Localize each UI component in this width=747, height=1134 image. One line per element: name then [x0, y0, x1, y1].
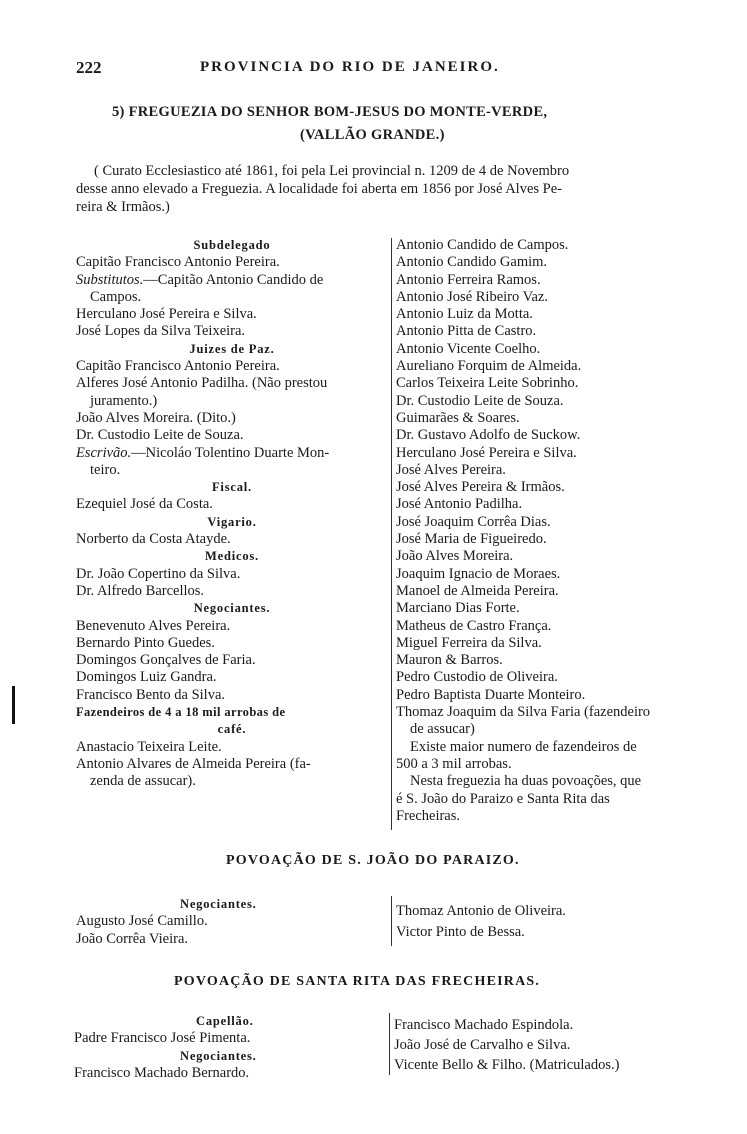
subdelegado-heading: Subdelegado: [193, 238, 271, 252]
negociante-name: Domingos Gonçalves de Faria.: [76, 652, 256, 669]
povoacao-paraizo-title: POVOAÇÃO DE S. JOÃO DO PARAIZO.: [226, 853, 520, 868]
right-name: José Alves Pereira.: [396, 461, 506, 478]
fiscal-heading: Fiscal.: [212, 480, 252, 495]
right-name: José Alves Pereira & Irmãos.: [396, 479, 565, 496]
substituto-name: Herculano José Pereira e Silva.: [76, 306, 257, 323]
left-column: [76, 237, 388, 791]
intro-paragraph: [76, 162, 704, 216]
right-name: Antonio Candido de Campos.: [396, 237, 569, 253]
right-name: Aureliano Forquim de Almeida.: [396, 358, 582, 375]
subdelegado-name: Capitão Francisco Antonio Pereira.: [76, 254, 280, 271]
note-line: Nesta freguezia ha duas povoações, que: [410, 773, 642, 790]
right-name: Antonio José Ribeiro Vaz.: [396, 288, 548, 305]
juizes-heading: Juizes de Paz.: [189, 341, 275, 356]
page-number: 222: [76, 58, 102, 77]
substitutos-text: —Capitão Antonio Candido de: [143, 271, 324, 288]
right-name: Matheus de Castro França.: [396, 617, 552, 634]
negociante-name: Francisco Bento da Silva.: [76, 686, 226, 703]
medico-name: Dr. Alfredo Barcellos.: [76, 582, 205, 599]
paraizo-negociantes-heading: Negociantes.: [180, 897, 257, 911]
scan-mark: [12, 686, 15, 724]
column-divider: [389, 1013, 390, 1075]
substitutos-cont: Campos.: [90, 288, 142, 305]
note-line-cont: é S. João do Paraizo e Santa Rita das: [396, 790, 610, 807]
right-name: Joaquim Ignacio de Moraes.: [396, 565, 561, 582]
note-line: Existe maior numero de fazendeiros de: [410, 738, 637, 755]
right-name: Marciano Dias Forte.: [396, 600, 520, 617]
fazendeiros-heading-cont: café.: [217, 722, 247, 737]
paraizo-negociante: Augusto José Camillo.: [76, 913, 208, 930]
right-name: Miguel Ferreira da Silva.: [396, 634, 542, 651]
thomaz-line-cont: de assucar): [410, 721, 475, 738]
right-name: Antonio Ferreira Ramos.: [396, 271, 541, 288]
capellao-name: Padre Francisco José Pimenta.: [74, 1030, 251, 1047]
intro-line: desse anno elevado a Freguezia. A localidade foi aberta em 1856 por José Alves Pe-: [76, 181, 562, 197]
negociante-name: Domingos Luiz Gandra.: [76, 669, 217, 686]
negociante-name: Benevenuto Alves Pereira.: [76, 617, 231, 634]
santa-rita-right: [394, 1015, 712, 1075]
right-name: Manoel de Almeida Pereira.: [396, 582, 559, 599]
fazendeiro-name: Anastacio Teixeira Leite.: [76, 738, 222, 755]
right-column: [396, 237, 712, 825]
right-name: Carlos Teixeira Leite Sobrinho.: [396, 375, 579, 392]
right-name: Pedro Custodio de Oliveira.: [396, 669, 558, 686]
vigario-heading: Vigario.: [207, 514, 257, 529]
right-name: João Alves Moreira.: [396, 548, 514, 565]
capellao-heading: Capellão.: [196, 1014, 254, 1028]
santa-rita-left: [74, 1013, 386, 1082]
intro-line: reira & Irmãos.): [76, 199, 170, 215]
fazendeiro-name: Antonio Alvares de Almeida Pereira (fa-: [76, 755, 311, 772]
paraizo-negociante: João Corrêa Vieira.: [76, 930, 188, 947]
right-name: Antonio Candido Gamim.: [396, 254, 548, 271]
negociante-name: Bernardo Pinto Guedes.: [76, 634, 215, 651]
note-line-cont: Frecheiras.: [396, 807, 461, 824]
escrivao-line: [76, 445, 388, 462]
intro-line: ( Curato Ecclesiastico até 1861, foi pela Lei provincial n. 1209 de 4 de Novembro: [94, 163, 570, 179]
column-divider: [391, 896, 392, 946]
right-name: Pedro Baptista Duarte Monteiro.: [396, 686, 586, 703]
escrivao-cont: teiro.: [90, 461, 121, 478]
section-title: 5) FREGUEZIA DO SENHOR BOM-JESUS DO MONTE-VERDE,: [112, 104, 548, 120]
santa-rita-negociante: Francisco Machado Espindola.: [394, 1017, 574, 1033]
fazendeiros-heading: Fazendeiros de 4 a 18 mil arrobas de: [76, 705, 286, 720]
santa-rita-negociante: Francisco Machado Bernardo.: [74, 1064, 250, 1081]
right-name: Dr. Gustavo Adolfo de Suckow.: [396, 427, 581, 444]
juiz-name: João Alves Moreira. (Dito.): [76, 409, 236, 426]
povoacao-santa-rita-title: POVOAÇÃO DE SANTA RITA DAS FRECHEIRAS.: [174, 974, 541, 989]
right-name: Guimarães & Soares.: [396, 409, 520, 426]
substituto-name: José Lopes da Silva Teixeira.: [76, 323, 246, 340]
santa-rita-negociantes-heading: Negociantes.: [180, 1048, 257, 1063]
negociantes-heading: Negociantes.: [193, 601, 271, 616]
column-divider: [391, 238, 392, 830]
juiz-name-cont: juramento.): [90, 392, 158, 409]
right-name: Antonio Vicente Coelho.: [396, 340, 541, 357]
medicos-heading: Medicos.: [205, 549, 259, 564]
fiscal-name: Ezequiel José da Costa.: [76, 496, 213, 513]
right-name: Antonio Pitta de Castro.: [396, 323, 537, 340]
right-name: Antonio Luiz da Motta.: [396, 306, 533, 323]
right-name: José Joaquim Corrêa Dias.: [396, 513, 551, 530]
paraizo-left: [76, 896, 388, 948]
vigario-name: Norberto da Costa Atayde.: [76, 531, 231, 548]
santa-rita-negociante: João José de Carvalho e Silva.: [394, 1037, 571, 1053]
running-header: PROVINCIA DO RIO DE JANEIRO.: [200, 59, 500, 75]
section-subtitle: (VALLÃO GRANDE.): [300, 127, 445, 143]
paraizo-negociante: Thomaz Antonio de Oliveira.: [396, 903, 566, 919]
fazendeiro-name-cont: zenda de assucar).: [90, 773, 196, 790]
right-name: Mauron & Barros.: [396, 652, 503, 669]
right-name: José Antonio Padilha.: [396, 496, 523, 513]
medico-name: Dr. João Copertino da Silva.: [76, 565, 241, 582]
right-name: José Maria de Figueiredo.: [396, 531, 547, 548]
thomaz-line: Thomaz Joaquim da Silva Faria (fazendeiro: [396, 704, 651, 721]
right-name: Dr. Custodio Leite de Souza.: [396, 392, 564, 409]
substitutos-label: Substitutos.: [76, 271, 144, 288]
escrivao-text: —Nicoláo Tolentino Duarte Mon-: [131, 444, 330, 461]
paraizo-right: [396, 901, 712, 943]
juiz-name: Capitão Francisco Antonio Pereira.: [76, 358, 280, 375]
juiz-name: Dr. Custodio Leite de Souza.: [76, 427, 244, 444]
note-line-cont: 500 a 3 mil arrobas.: [396, 755, 512, 772]
right-name: Herculano José Pereira e Silva.: [396, 444, 577, 461]
substitutos-line: [76, 272, 388, 289]
escrivao-label: Escrivão.: [76, 444, 132, 461]
paraizo-negociante: Victor Pinto de Bessa.: [396, 924, 525, 940]
juiz-name: Alferes José Antonio Padilha. (Não prestou: [76, 375, 328, 392]
santa-rita-negociante: Vicente Bello & Filho. (Matriculados.): [394, 1057, 620, 1073]
